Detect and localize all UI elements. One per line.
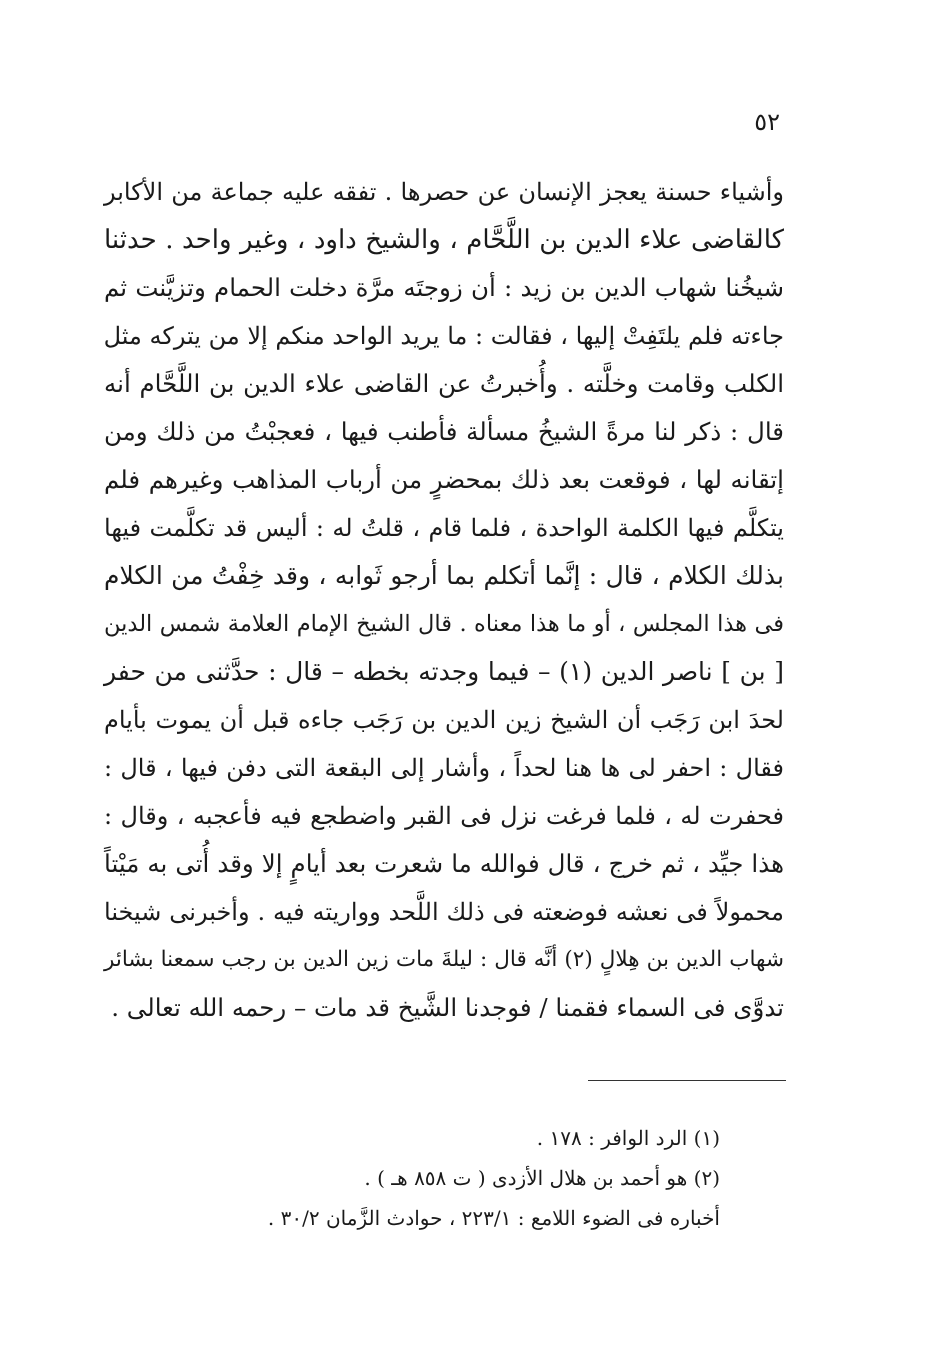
- text-line: تدوَّى فى السماء فقمنا / فوجدنا الشَّيخ قد مات – رحمه الله تعالى .: [111, 993, 784, 1022]
- text-line: [ بن ] ناصر الدين (١) – فيما وجدته بخطه – قال : حدَّثنى من حفر: [104, 657, 784, 686]
- text-line: محمولاً فى نعشه فوضعته فى ذلك اللَّحد وواريته فيه . وأخبرنى شيخنا: [104, 898, 784, 926]
- text-line: شهاب الدين بن هِلالٍ (٢) أنَّه قال : ليلةَ مات زين الدين بن رجب سمعنا بشائر: [104, 947, 784, 972]
- body-text: [104, 168, 784, 1032]
- text-line: الكلب وقامت وخلَّته . وأُخبرتُ عن القاضى علاء الدين بن اللَّحَّام أنه: [104, 369, 784, 398]
- footnote: أخباره فى الضوء اللامع : ٢٢٣/١ ، حوادث الزَّمان ٣٠/٢ .: [267, 1206, 720, 1230]
- text-line: جاءته فلم يلتَفِتْ إليها ، فقالت : ما يريد الواحد منكم إلا من يتركه مثل: [103, 322, 784, 350]
- text-line: إتقانه لها ، فوقعت بعد ذلك بمحضرٍ من أرباب المذاهب وغيرهم فلم: [104, 465, 784, 494]
- page-number: ٥٢: [754, 108, 780, 136]
- text-line: لحدَ ابن رَجَب أن الشيخ زين الدين بن رَجَب جاءه قبل أن يموت بأيام: [104, 706, 784, 734]
- text-line: قال : ذكر لنا مرةً الشيخُ مسألة فأطنب فيها ، فعجبْتُ من ذلك ومن: [104, 417, 784, 446]
- text-line: وأشياء حسنة يعجز الإنسان عن حصرها . تفقه عليه جماعة من الأكابر: [104, 178, 784, 206]
- text-line: يتكلَّم فيها الكلمة الواحدة ، فلما قام ، قلتُ له : أليس قد تكلَّمت فيها: [104, 514, 784, 542]
- footnote: (١) الرد الوافر : ١٧٨ .: [536, 1126, 720, 1150]
- text-line: فحفرت له ، فلما فرغت نزل فى القبر واضطجع فيه فأعجبه ، وقال :: [104, 802, 784, 830]
- text-line: فى هذا المجلس ، أو ما هذا معناه . قال الشيخ الإمام العلامة شمس الدين: [104, 611, 784, 637]
- footnote: (٢) هو أحمد بن هلال الأزدى ( ت ٨٥٨ هـ ) .: [364, 1166, 720, 1190]
- text-line: هذا جيِّد ، ثم خرج ، قال فوالله ما شعرت بعد أيامٍ إلا وقد أُتى به مَيْتاً: [104, 849, 784, 878]
- footnotes: [200, 1118, 720, 1238]
- text-line: شيخُنا شهاب الدين بن زيد : أن زوجتَه مرَّة دخلت الحمام وتزيَّنت ثم: [104, 273, 784, 302]
- text-line: كالقاضى علاء الدين بن اللَّحَّام ، والشيخ داود ، وغير واحد . حدثنا: [104, 225, 784, 255]
- text-line: بذلك الكلام ، قال : إنَّما أتكلم بما أرجو ثَوابه ، وقد خِفْتُ من الكلام: [104, 561, 784, 590]
- footnote-separator: [588, 1080, 786, 1081]
- text-line: فقال : احفر لى ها هنا لحداً ، وأشار إلى البقعة التى دفن فيها ، قال :: [104, 754, 784, 782]
